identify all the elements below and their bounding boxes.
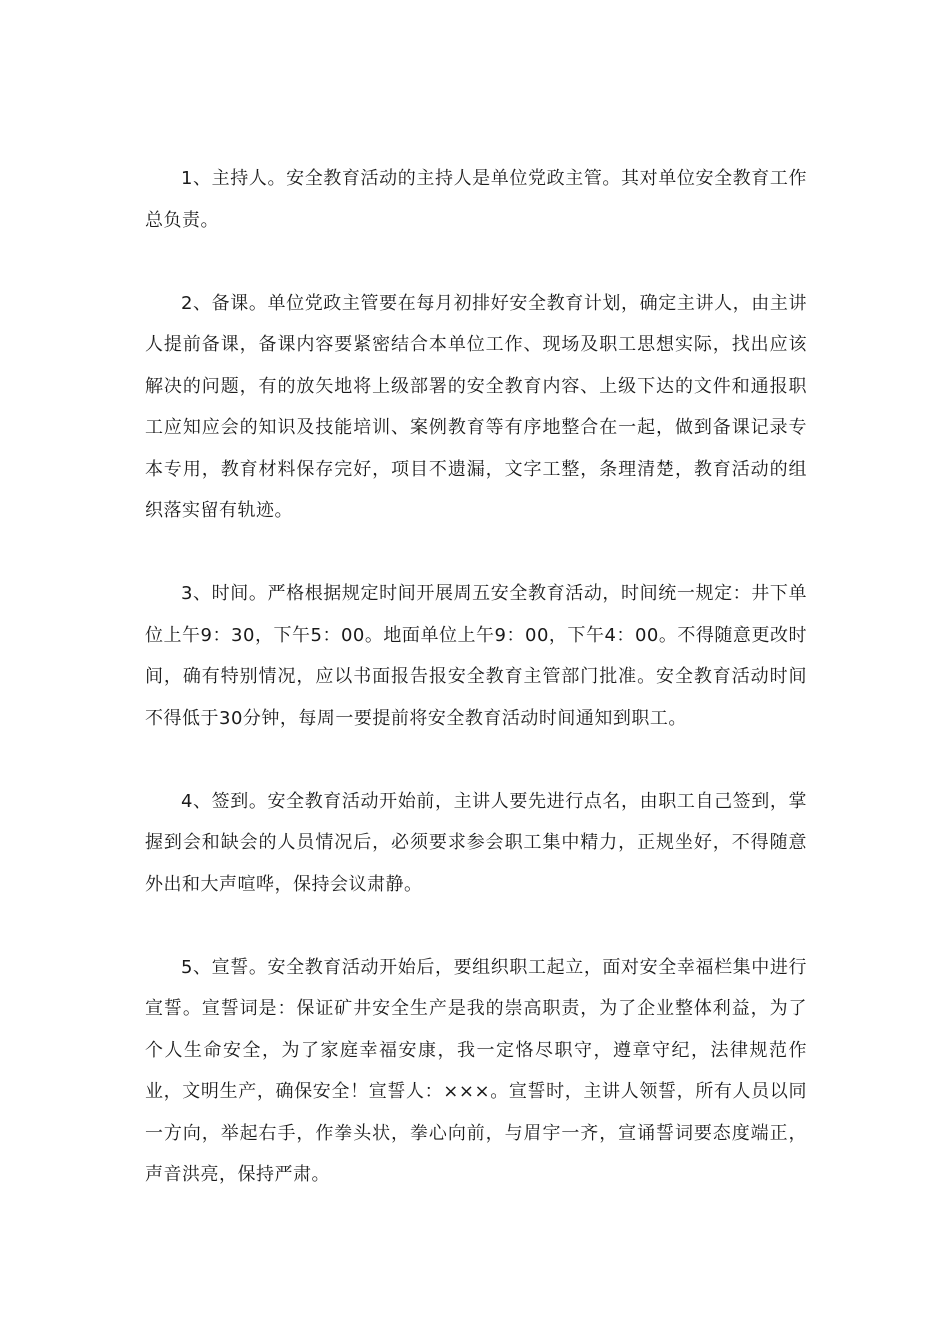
paragraph-time: 3、时间。严格根据规定时间开展周五安全教育活动，时间统一规定：井下单位上午9：30，下午5：00。地面单位上午9：00，下午4：00。不得随意更改时间，确有特别情况，应以书面报告报安全教育主管部门批准。安全教育活动时间不得低于30分钟，每周一要提前将安全教育活动时间通知到职工。 bbox=[145, 583, 807, 729]
paragraph-lesson-prep: 2、备课。单位党政主管要在每月初排好安全教育计划，确定主讲人，由主讲人提前备课，备课内容要紧密结合本单位工作、现场及职工思想实际，找出应该解决的问题，有的放矢地将上级部署的安全教育内容、上级下达的文件和通报职工应知应会的知识及技能培训、案例教育等有序地整合在一起，做到备课记录专本专用，教育材料保存完好，项目不遗漏，文字工整，条理清楚，教育活动的组织落实留有轨迹。 bbox=[145, 292, 807, 521]
paragraph-oath: 5、宣誓。安全教育活动开始后，要组织职工起立，面对安全幸福栏集中进行宣誓。宣誓词是：保证矿井安全生产是我的崇高职责，为了企业整体利益，为了个人生命安全，为了家庭幸福安康，我一定恪尽职守，遵章守纪，法律规范作业，文明生产，确保安全！宣誓人：×××。宣誓时，主讲人领誓，所有人员以同一方向，举起右手，作拳头状，拳心向前，与眉宇一齐，宣诵誓词要态度端正，声音洪亮，保持严肃。 bbox=[145, 956, 807, 1185]
document-body bbox=[145, 158, 807, 1237]
paragraph-sign-in: 4、签到。安全教育活动开始前，主讲人要先进行点名，由职工自己签到，掌握到会和缺会的人员情况后，必须要求参会职工集中精力，正规坐好，不得随意外出和大声喧哗，保持会议肃静。 bbox=[145, 790, 807, 895]
paragraph-host: 1、主持人。安全教育活动的主持人是单位党政主管。其对单位安全教育工作总负责。 bbox=[145, 168, 807, 231]
